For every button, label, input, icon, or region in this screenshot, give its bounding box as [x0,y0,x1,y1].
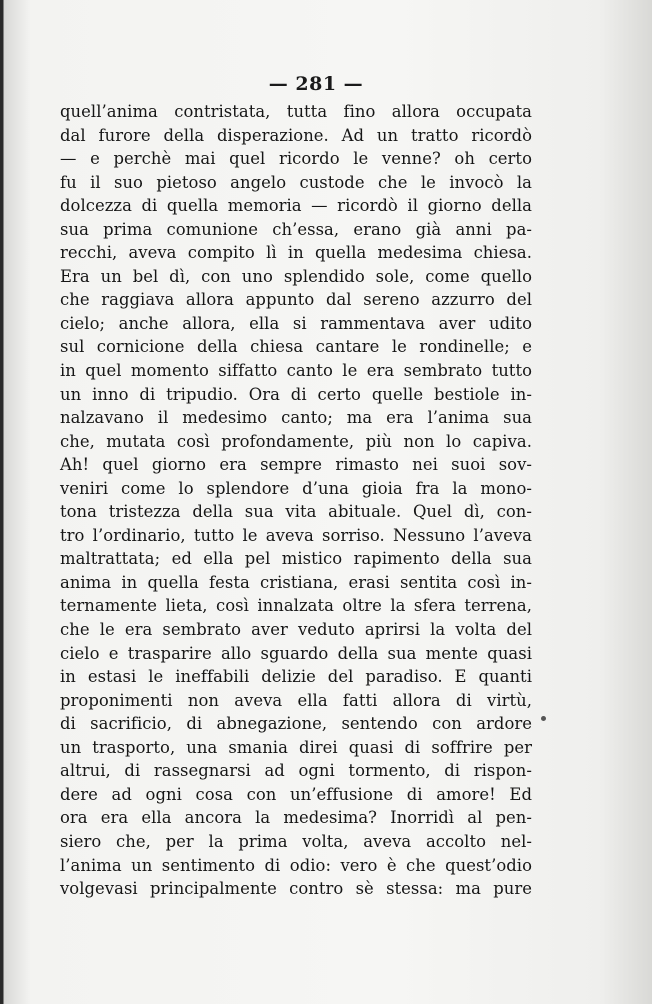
text-line: tro l’ordinario, tutto le aveva sorriso. Nessuno l’aveva [60,525,532,545]
ink-speck [541,716,546,721]
text-line: ternamente lieta, così innalzata oltre la sfera terrena, [60,596,532,616]
text-line: in estasi le ineffabili delizie del paradiso. E quanti [60,667,532,687]
text-line: — e perchè mai quel ricordo le venne? oh certo [60,149,532,169]
text-line: Era un bel dì, con uno splendido sole, come quello [60,266,532,286]
text-line: recchi, aveva compito lì in quella medesima chiesa. [60,243,532,263]
text-line: cielo; anche allora, ella si rammentava aver udito [60,313,532,333]
text-line: dal furore della disperazione. Ad un tratto ricordò [60,125,532,145]
text-line: dere ad ogni cosa con un’effusione di amore! Ed [60,784,532,804]
text-line: sul cornicione della chiesa cantare le rondinelle; e [60,337,532,357]
text-line: nalzavano il medesimo canto; ma era l’anima sua [60,408,532,428]
text-line: di sacrificio, di abnegazione, sentendo con ardore [60,714,532,734]
text-line: quell’anima contristata, tutta fino allora occupata [60,102,532,121]
text-line: proponimenti non aveva ella fatti allora di virtù, [60,690,532,710]
text-line: fu il suo pietoso angelo custode che le invocò la [60,172,532,192]
text-line: veniri come lo splendore d’una gioia fra la mono- [60,478,532,498]
text-line: Ah! quel giorno era sempre rimasto nei suoi sov- [60,455,532,475]
text-line: maltrattata; ed ella pel mistico rapimento della sua [60,549,532,569]
text-line: anima in quella festa cristiana, erasi sentita così in- [60,572,532,592]
text-line: volgevasi principalmente contro sè stessa: ma pure [60,879,532,899]
text-line: altrui, di rassegnarsi ad ogni tormento, di rispon- [60,761,532,781]
text-line: in quel momento siffatto canto le era sembrato tutto [60,361,532,381]
text-line: cielo e trasparire allo sguardo della sua mente quasi [60,643,532,663]
text-line: un trasporto, una smania direi quasi di soffrire per [60,737,532,757]
text-line: che le era sembrato aver veduto aprirsi la volta del [60,620,532,640]
text-line: tona tristezza della sua vita abituale. Quel dì, con- [60,502,532,522]
text-line: dolcezza di quella memoria — ricordò il giorno della [60,196,532,216]
text-line: ora era ella ancora la medesima? Inorridì al pen- [60,808,532,828]
text-line: siero che, per la prima volta, aveva accolto nel- [60,831,532,851]
text-line: sua prima comunione ch’essa, erano già anni pa- [60,219,532,239]
text-line: l’anima un sentimento di odio: vero è che quest’odio [60,855,532,875]
body-text [60,100,532,901]
text-line: un inno di tripudio. Ora di certo quelle bestiole in- [60,384,532,404]
page-number: — 281 — [268,73,364,95]
text-line: che raggiava allora appunto dal sereno azzurro del [60,290,532,310]
text-line: che, mutata così profondamente, più non lo capiva. [60,431,532,451]
